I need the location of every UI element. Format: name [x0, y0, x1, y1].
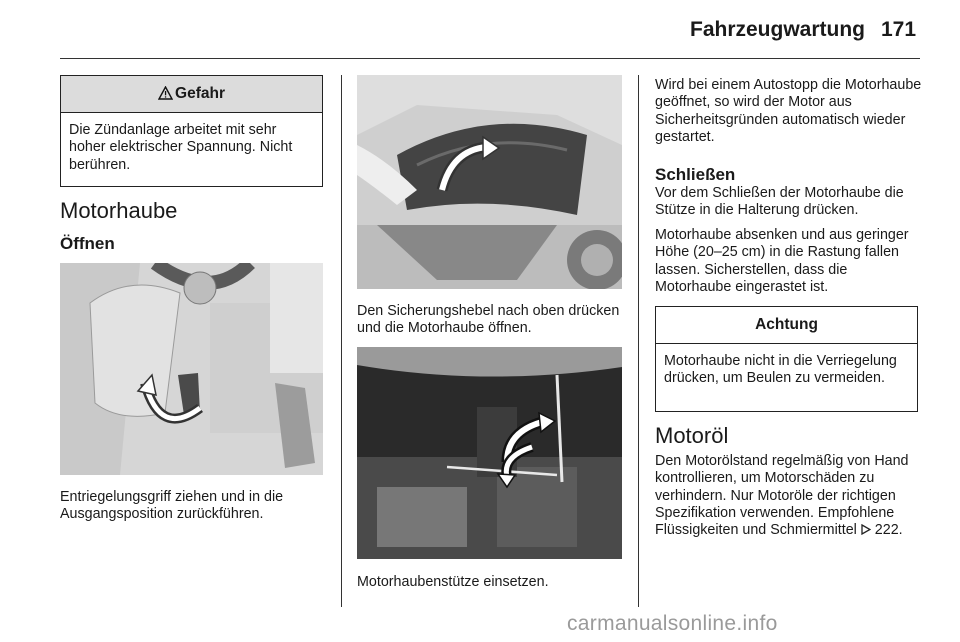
caution-box-text: Motorhaube nicht in die Verriegelung drücken, um Beulen zu vermeiden.	[664, 353, 897, 387]
caption-prop-rod: Motorhaubenstütze einsetzen.	[357, 574, 549, 590]
section-heading-oil: Motoröl	[655, 423, 729, 448]
caption-safety-lever: Den Sicherungshebel nach oben drücken und die Motorhaube öffnen.	[357, 303, 620, 337]
watermark: carmanualsonline.info	[567, 612, 778, 635]
column-divider-1	[341, 75, 342, 607]
page-reference-icon	[861, 522, 875, 538]
paragraph-close-2: Motorhaube absenken und aus geringer Höhe (20–25 cm) in die Rastung fallen lassen. Sicherstellen, dass die Motorhaube eingerastet ist.	[655, 227, 909, 295]
header-divider	[60, 58, 920, 59]
caution-box-title: Achtung	[656, 307, 917, 344]
danger-box-title: Gefahr	[175, 85, 225, 102]
column-divider-2	[638, 75, 639, 607]
danger-box-header	[61, 76, 322, 113]
danger-box-text: Die Zündanlage arbeitet mit sehr hoher elektrischer Spannung. Nicht berühren.	[69, 122, 293, 173]
paragraph-oil	[655, 453, 927, 539]
subheading-close: Schließen	[655, 165, 736, 184]
section-heading-hood: Motorhaube	[60, 198, 178, 223]
paragraph-oil-text: Den Motorölstand regelmäßig von Hand kontrollieren, um Motorschäden zu verhindern. Nur Motoröle der richtigen Spezifikation verwenden. Empfohlene Flüssigkeiten und Schmiermittel	[655, 453, 909, 539]
paragraph-close-1: Vor dem Schließen der Motorhaube die Stütze in die Halterung drücken.	[655, 185, 904, 219]
page-reference-link[interactable]: 222.	[874, 522, 903, 539]
danger-box	[60, 75, 323, 187]
caution-box	[655, 306, 918, 412]
figure-release-handle	[60, 263, 323, 475]
subheading-open: Öffnen	[60, 234, 115, 253]
figure-safety-lever	[357, 75, 622, 289]
page-header-title: Fahrzeugwartung	[690, 18, 866, 41]
page-number: 171	[881, 18, 917, 41]
paragraph-autostop: Wird bei einem Autostopp die Motorhaube geöffnet, so wird der Motor aus Sicherheitsgründen automatisch wieder gestartet.	[655, 77, 922, 145]
warning-triangle-icon	[158, 78, 173, 92]
caption-release-handle: Entriegelungsgriff ziehen und in die Ausgangsposition zurückführen.	[60, 489, 284, 523]
figure-prop-rod	[357, 347, 622, 559]
